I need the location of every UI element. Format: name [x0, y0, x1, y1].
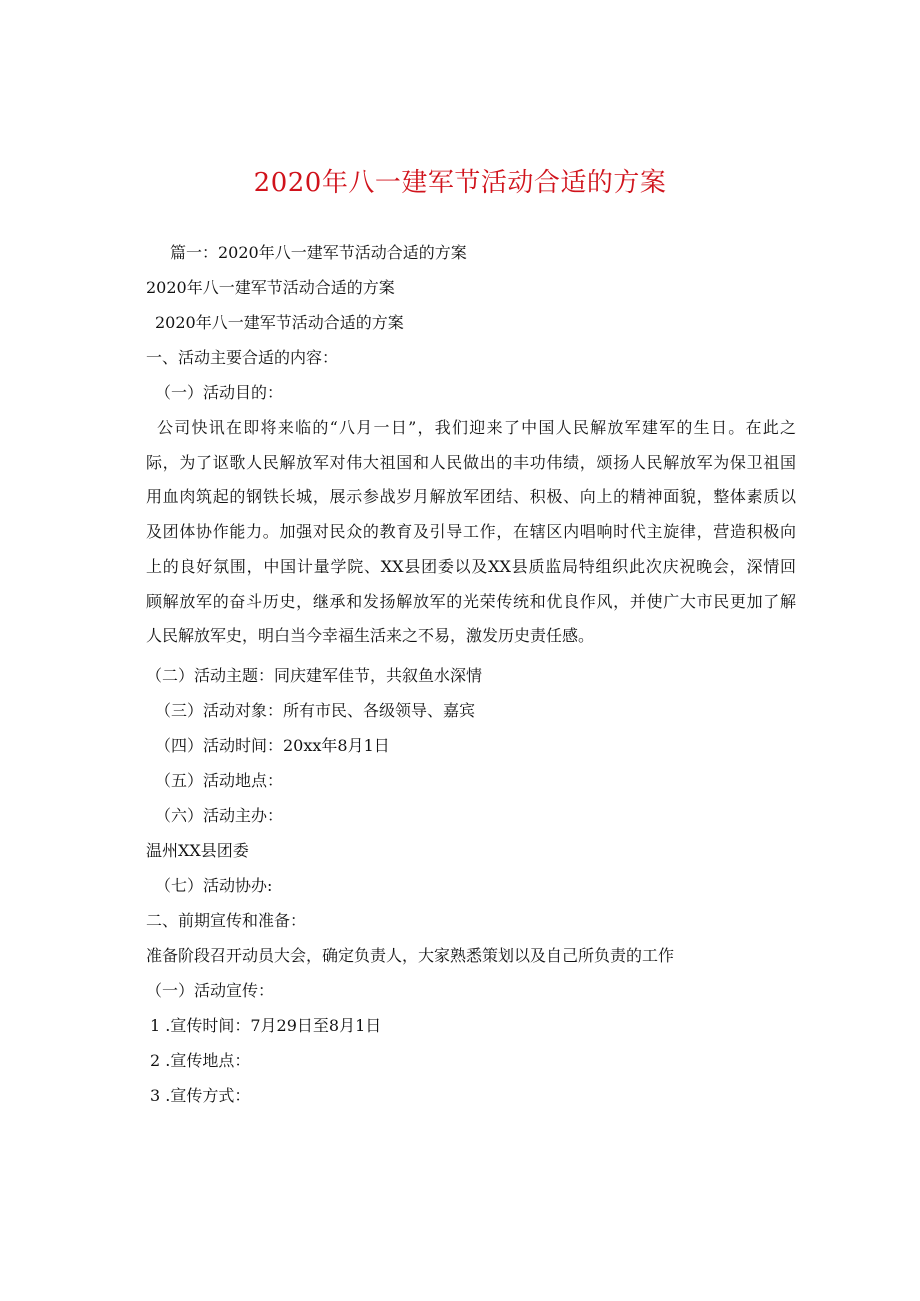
paragraph-line: 顾解放军的奋斗历史，继承和发扬解放军的光荣传统和优良作风，并使广大市民更加了解 — [146, 591, 796, 611]
paragraph-line: 用血肉筑起的钢铁长城，展示参战岁月解放军团结、积极、向上的精神面貌，整体素质以 — [146, 487, 796, 507]
item-theme: （二）活动主题：同庆建军佳节，共叙鱼水深情 — [146, 666, 483, 685]
purpose-paragraph — [146, 411, 796, 654]
header-line-1: 篇一：2020年八一建军节活动合适的方案 — [170, 243, 467, 262]
paragraph-line: 上的良好氛围，中国计量学院、XX县团委以及XX县质监局特组织此次庆祝晚会，深情回 — [146, 556, 796, 576]
paragraph-line: 及团体协作能力。加强对民众的教育及引导工作，在辖区内唱响时代主旋律，营造积极向 — [146, 522, 796, 542]
purpose-label: （一）活动目的： — [155, 383, 284, 402]
document-title: 2020年八一建军节活动合适的方案 — [253, 168, 667, 198]
section-heading-2: 二、前期宣传和准备： — [146, 911, 307, 930]
publicity-item-3: 3 .宣传方式： — [150, 1086, 251, 1105]
preparation-intro: 准备阶段召开动员大会，确定负责人，大家熟悉策划以及自己所负责的工作 — [146, 946, 675, 965]
paragraph-line: 际，为了讴歌人民解放军对伟大祖国和人民做出的丰功伟绩，颂扬人民解放军为保卫祖国 — [146, 452, 796, 472]
publicity-item-1: 1 .宣传时间：7月29日至8月1日 — [150, 1016, 382, 1035]
header-line-2: 2020年八一建军节活动合适的方案 — [146, 278, 395, 297]
item-time: （四）活动时间：20xx年8月1日 — [155, 736, 390, 755]
publicity-label: （一）活动宣传： — [146, 981, 275, 1000]
item-audience: （三）活动对象：所有市民、各级领导、嘉宾 — [155, 701, 476, 720]
organizer-name: 温州XX县团委 — [146, 841, 249, 860]
header-line-3: 2020年八一建军节活动合适的方案 — [155, 313, 404, 332]
item-location: （五）活动地点： — [155, 771, 284, 790]
section-heading-1: 一、活动主要合适的内容： — [146, 348, 339, 367]
publicity-item-2: 2 .宣传地点： — [150, 1051, 251, 1070]
item-organizer: （六）活动主办： — [155, 806, 284, 825]
paragraph-line: 公司快讯在即将来临的“八月一日”，我们迎来了中国人民解放军建军的生日。在此之 — [157, 418, 796, 437]
paragraph-line: 人民解放军史，明白当今幸福生活来之不易，激发历史责任感。 — [146, 626, 595, 646]
item-coorganizer: （七）活动协办: — [155, 876, 273, 895]
